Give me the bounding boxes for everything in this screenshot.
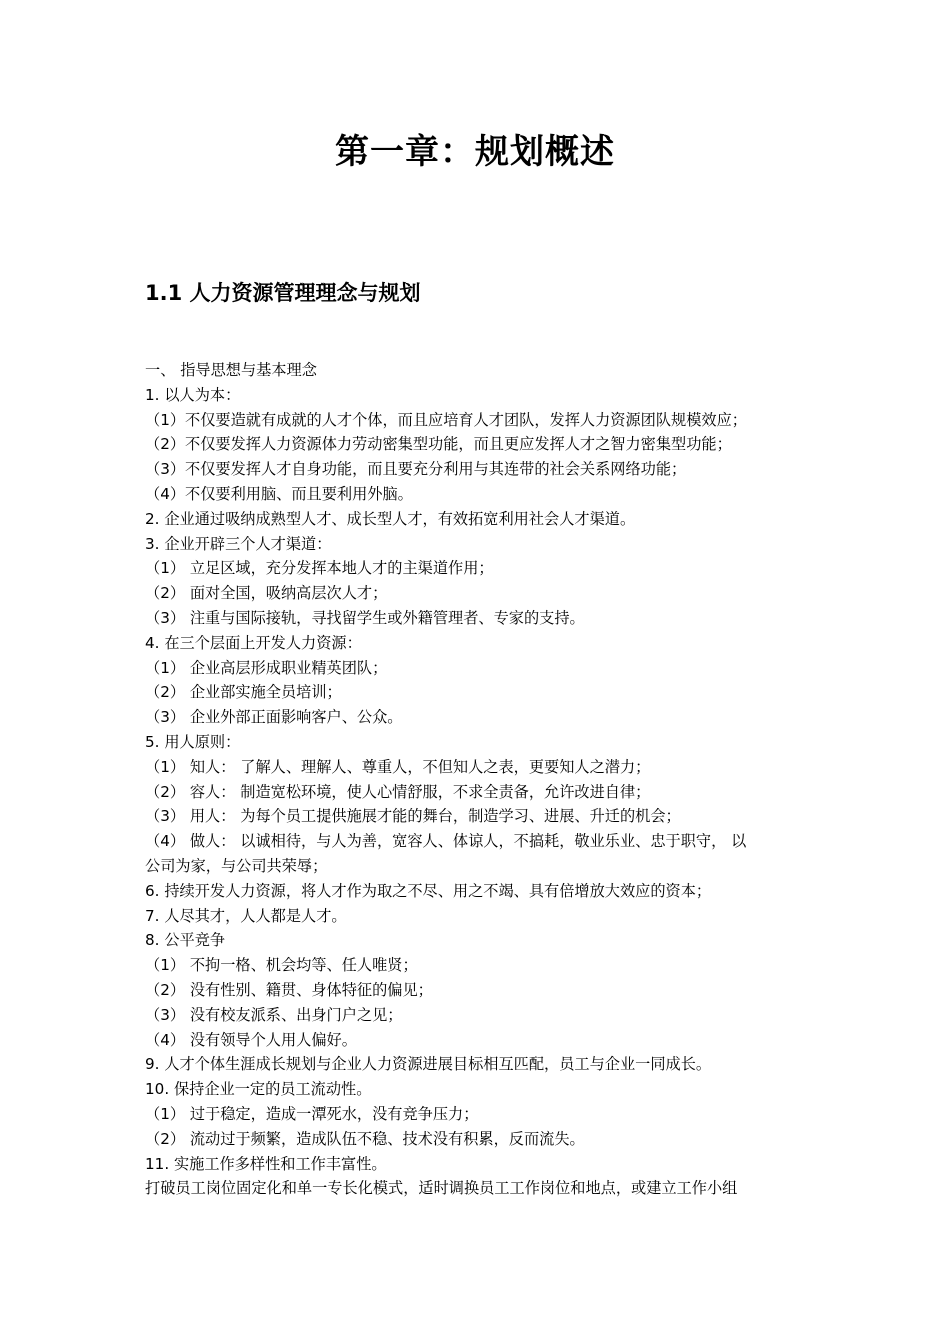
item-8-sub-3: （3） 没有校友派系、出身门户之见； [145,1005,403,1024]
item-1-sub-3: （3）不仅要发挥人才自身功能，而且要充分利用与其连带的社会关系网络功能； [145,460,687,479]
item-4-sub-1: （1） 企业高层形成职业精英团队； [145,658,388,677]
item-4-sub-3: （3） 企业外部正面影响客户、公众。 [145,708,403,727]
item-5-sub-4-continued: 公司为家，与公司共荣辱； [145,856,328,875]
item-7: 7. 人尽其才，人人都是人才。 [145,906,347,925]
item-3-sub-1: （1） 立足区域，充分发挥本地人才的主渠道作用； [145,559,494,578]
item-1: 1. 以人为本： [145,385,241,404]
item-2: 2. 企业通过吸纳成熟型人才、成长型人才，有效拓宽利用社会人才渠道。 [145,509,636,528]
section-title: 1.1 人力资源管理理念与规划 [145,281,421,305]
item-6: 6. 持续开发人力资源，将人才作为取之不尽、用之不竭、具有倍增放大效应的资本； [145,881,712,900]
item-1-sub-4: （4）不仅要利用脑、而且要利用外脑。 [145,484,413,503]
item-3: 3. 企业开辟三个人才渠道： [145,534,332,553]
item-8-sub-4: （4） 没有领导个人用人偏好。 [145,1030,357,1049]
chapter-title: 第一章：规划概述 [335,132,615,172]
item-8: 8. 公平竞争 [145,931,226,950]
item-5-sub-3: （3） 用人： 为每个员工提供施展才能的舞台，制造学习、进展、升迁的机会； [145,807,681,826]
item-5: 5. 用人原则： [145,732,241,751]
item-8-sub-2: （2） 没有性别、籍贯、身体特征的偏见； [145,980,433,999]
body-text [145,358,810,1201]
item-3-sub-2: （2） 面对全国，吸纳高层次人才； [145,584,388,603]
item-8-sub-1: （1） 不拘一格、机会均等、任人唯贤； [145,956,418,975]
item-4: 4. 在三个层面上开发人力资源： [145,633,362,652]
item-10: 10. 保持企业一定的员工流动性。 [145,1080,372,1099]
item-5-sub-1: （1） 知人： 了解人、理解人、尊重人，不但知人之表，更要知人之潜力； [145,757,651,776]
item-3-sub-3: （3） 注重与国际接轨，寻找留学生或外籍管理者、专家的支持。 [145,608,585,627]
item-1-sub-2: （2）不仅要发挥人力资源体力劳动密集型功能，而且更应发挥人才之智力密集型功能； [145,435,732,454]
item-5-sub-4: （4） 做人： 以诚相待，与人为善，宽容人、体谅人，不搞耗，敬业乐业、忠于职守， 以 [145,832,747,851]
item-11: 11. 实施工作多样性和工作丰富性。 [145,1154,387,1173]
item-1-sub-1: （1）不仅要造就有成就的人才个体，而且应培育人才团队，发挥人力资源团队规模效应； [145,410,747,429]
heading-guiding-principles: 一、 指导思想与基本理念 [145,361,317,379]
item-9: 9. 人才个体生涯成长规划与企业人力资源进展目标相互匹配，员工与企业一同成长。 [145,1055,712,1074]
item-10-sub-2: （2） 流动过于频繁，造成队伍不稳、技术没有积累，反而流失。 [145,1129,585,1148]
item-10-sub-1: （1） 过于稳定，造成一潭死水，没有竞争压力； [145,1104,479,1123]
item-5-sub-2: （2） 容人： 制造宽松环境，使人心情舒服，不求全责备，允许改进自律； [145,782,651,801]
item-11-detail: 打破员工岗位固定化和单一专长化模式，适时调换员工工作岗位和地点，或建立工作小组 [145,1179,738,1198]
item-4-sub-2: （2） 企业部实施全员培训； [145,683,342,702]
